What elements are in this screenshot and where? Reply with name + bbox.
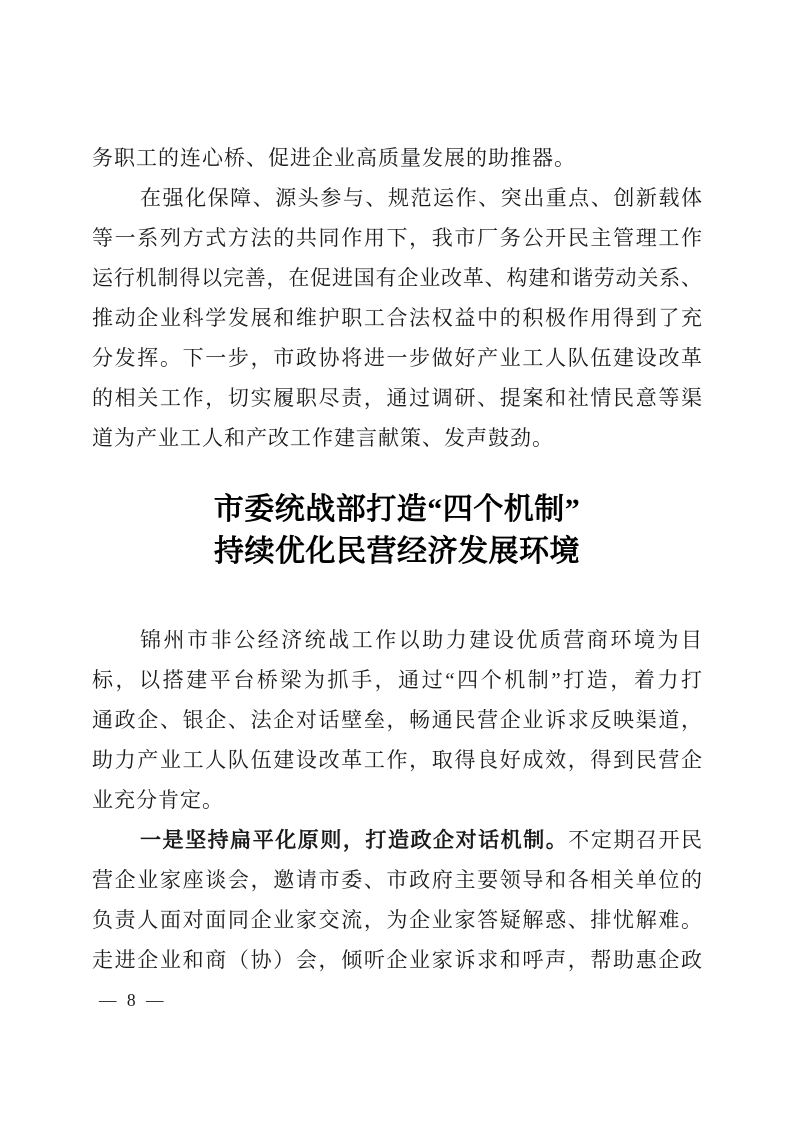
body-line: 分发挥。下一步，市政协将进一步做好产业工人队伍建设改革 (92, 346, 702, 370)
article-title-line-1: 市委统战部打造“四个机制” (213, 493, 581, 526)
body-line: 走进企业和商（协）会，倾听企业家诉求和呼声，帮助惠企政 (92, 948, 702, 972)
body-line: 助力产业工人队伍建设改革工作，取得良好成效，得到民营企 (92, 748, 702, 772)
body-line: 等一系列方式方法的共同作用下，我市厂务公开民主管理工作 (92, 226, 702, 250)
article-body (92, 620, 702, 980)
body-line-bold-lead (92, 820, 702, 860)
body-line: 营企业家座谈会，邀请市委、市政府主要领导和各相关单位的 (92, 868, 702, 892)
paragraph-1 (92, 138, 702, 458)
body-line: 业充分肯定。 (92, 788, 224, 812)
body-line: 道为产业工人和产改工作建言献策、发声鼓劲。 (92, 426, 554, 450)
body-line: 的相关工作，切实履职尽责，通过调研、提案和社情民意等渠 (92, 386, 702, 410)
body-line: 通政企、银企、法企对话壁垒，畅通民营企业诉求反映渠道， (92, 708, 702, 732)
lead-line-rest: 不定期召开民 (568, 828, 702, 852)
body-line: 推动企业科学发展和维护职工合法权益中的积极作用得到了充 (92, 306, 702, 330)
article-title (0, 489, 794, 573)
body-line: 锦州市非公经济统战工作以助力建设优质营商环境为目 (140, 628, 702, 652)
body-line: 运行机制得以完善，在促进国有企业改革、构建和谐劳动关系、 (92, 266, 702, 290)
page-number: — 8 — (99, 990, 167, 1010)
bold-lead-text: 一是坚持扁平化原则，打造政企对话机制。 (140, 828, 569, 852)
body-line: 在强化保障、源头参与、规范运作、突出重点、创新载体 (140, 186, 702, 210)
body-line: 负责人面对面同企业家交流，为企业家答疑解惑、排忧解难。 (92, 908, 702, 932)
article-title-line-2: 持续优化民营经济发展环境 (214, 535, 580, 568)
body-line: 务职工的连心桥、促进企业高质量发展的助推器。 (92, 146, 576, 170)
body-line: 标，以搭建平台桥梁为抓手，通过“四个机制”打造，着力打 (92, 668, 702, 692)
